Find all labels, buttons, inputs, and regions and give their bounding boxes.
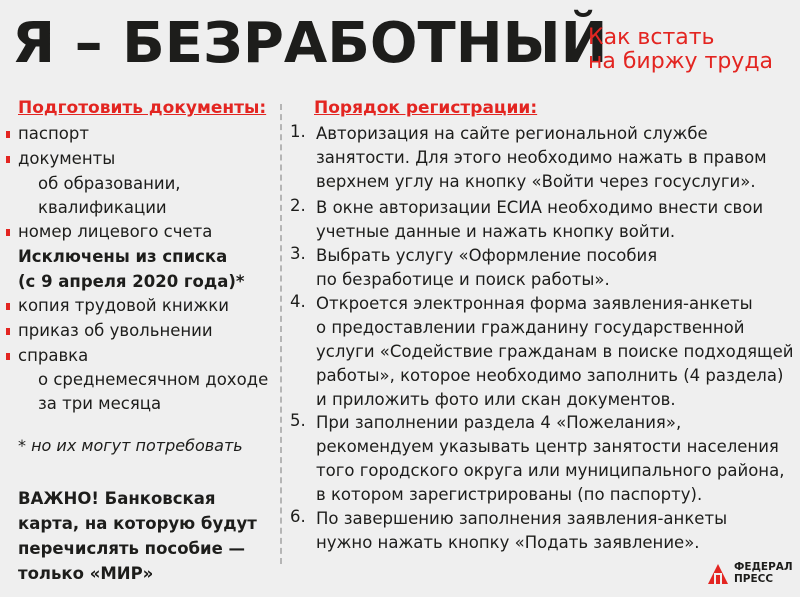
list-item: квалификации xyxy=(38,198,167,217)
step-line: работы», которое необходимо заполнить (4 раздела) xyxy=(316,366,784,385)
step-text xyxy=(316,122,798,194)
step-line: верхнем углу на кнопку «Войти через госуслуги». xyxy=(316,172,756,191)
excluded-heading-line-2: (с 9 апреля 2020 года)* xyxy=(18,272,245,291)
bullet-icon xyxy=(6,229,10,236)
logo-line-2: ПРЕСС xyxy=(734,573,774,585)
step-text xyxy=(316,292,798,412)
step-line: Авторизация на сайте региональной службе xyxy=(316,124,708,143)
step-number: 6. xyxy=(290,507,306,526)
step-line: занятости. Для этого необходимо нажать в правом xyxy=(316,148,767,167)
step-line: по безработице и поиск работы». xyxy=(316,270,610,289)
step-number: 2. xyxy=(290,196,306,215)
step-text xyxy=(316,507,798,555)
logo-line-1: ФЕДЕРАЛ xyxy=(734,561,793,573)
step-number: 5. xyxy=(290,411,306,430)
list-item: паспорт xyxy=(18,124,89,143)
footnote: * но их могут потребовать xyxy=(18,436,243,455)
step-line: в котором зарегистрированы (по паспорту). xyxy=(316,485,703,504)
step-line: о предоставлении гражданину государственной xyxy=(316,318,745,337)
list-item: справка xyxy=(18,346,89,365)
list-item: за три месяца xyxy=(38,394,162,413)
step-number: 1. xyxy=(290,122,306,141)
important-line: только «МИР» xyxy=(18,564,154,583)
step-line: того городского округа или муниципального района, xyxy=(316,461,785,480)
important-line: перечислять пособие — xyxy=(18,539,246,558)
column-divider xyxy=(280,104,282,564)
step-text xyxy=(316,196,798,244)
subtitle-line-1: Как встать xyxy=(588,25,715,50)
list-item: номер лицевого счета xyxy=(18,222,213,241)
step-number: 3. xyxy=(290,244,306,263)
step-line: услуги «Содействие гражданам в поиске подходящей xyxy=(316,342,794,361)
step-line: Выбрать услугу «Оформление пособия xyxy=(316,246,658,265)
step-line: При заполнении раздела 4 «Пожелания», xyxy=(316,413,682,432)
step-line: и приложить фото или скан документов. xyxy=(316,390,676,409)
step-number: 4. xyxy=(290,292,306,311)
important-line: ВАЖНО! Банковская xyxy=(18,489,216,508)
subtitle-line-2: на биржу труда xyxy=(588,49,774,74)
step-text xyxy=(316,411,798,507)
step-line: учетные данные и нажать кнопку войти. xyxy=(316,222,676,241)
list-item: приказ об увольнении xyxy=(18,321,213,340)
bullet-icon xyxy=(6,353,10,360)
step-text xyxy=(316,244,798,292)
important-line: карта, на которую будут xyxy=(18,514,257,533)
step-line: По завершению заполнения заявления-анкеты xyxy=(316,509,728,528)
bullet-icon xyxy=(6,156,10,163)
step-line: нужно нажать кнопку «Подать заявление». xyxy=(316,533,700,552)
step-line: рекомендуем указывать центр занятости населения xyxy=(316,437,779,456)
federal-press-logo xyxy=(706,560,796,590)
page-title: Я – БЕЗРАБОТНЫЙ xyxy=(12,11,608,76)
important-note xyxy=(18,486,278,586)
bullet-icon xyxy=(6,131,10,138)
list-item: об образовании, xyxy=(38,174,181,193)
logo-text xyxy=(734,561,793,585)
bullet-icon xyxy=(6,303,10,310)
excluded-heading-line-1: Исключены из списка xyxy=(18,247,228,266)
documents-heading: Подготовить документы: xyxy=(18,98,267,118)
logo-mark-icon xyxy=(706,562,730,586)
list-item: документы xyxy=(18,149,116,168)
list-item: копия трудовой книжки xyxy=(18,296,229,315)
bullet-icon xyxy=(6,328,10,335)
step-line: Откроется электронная форма заявления-анкеты xyxy=(316,294,753,313)
step-line: В окне авторизации ЕСИА необходимо внести свои xyxy=(316,198,764,217)
subtitle xyxy=(588,26,773,74)
registration-heading: Порядок регистрации: xyxy=(314,98,538,118)
list-item: о среднемесячном доходе xyxy=(38,370,269,389)
